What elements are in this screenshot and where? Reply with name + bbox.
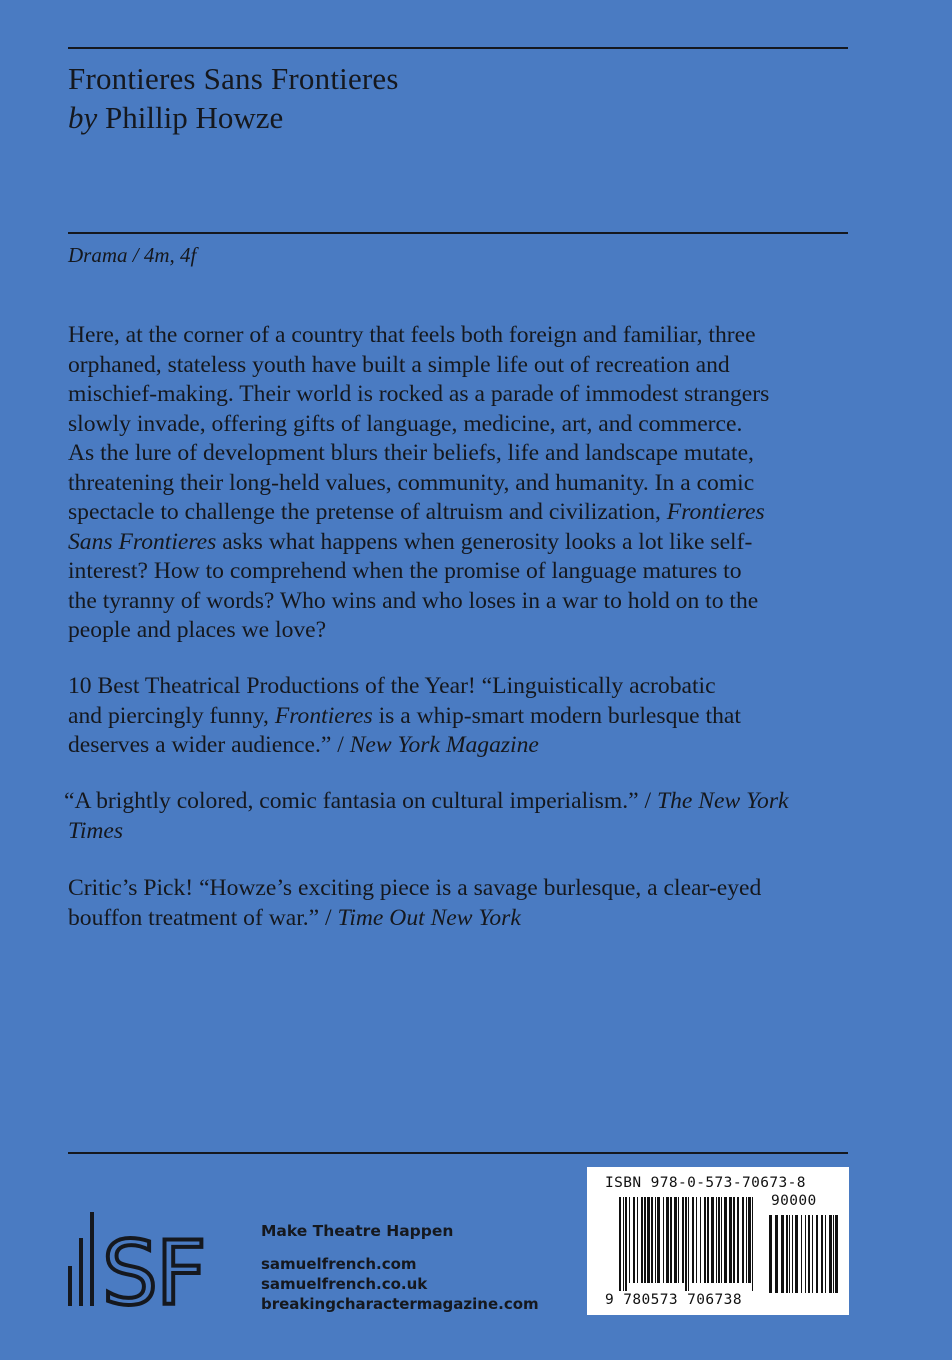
review-line: 10 Best Theatrical Productions of the Year! “Linguistically acrobatic — [68, 673, 716, 699]
barcode-bar — [737, 1197, 739, 1283]
synopsis-line — [68, 380, 868, 410]
barcode-bar — [781, 1215, 784, 1293]
review-line — [68, 702, 868, 732]
barcode-bar — [707, 1197, 709, 1283]
review-time-out — [68, 874, 868, 933]
barcode-bar — [775, 1215, 778, 1293]
review-text: bouffon treatment of war.” / — [68, 904, 338, 931]
synopsis-text: people and places we love? — [68, 617, 327, 643]
synopsis-line — [68, 557, 868, 587]
play-title-italic: Frontieres — [666, 499, 765, 525]
review-text: deserves a wider audience.” / — [68, 732, 350, 758]
barcode-bar — [833, 1215, 834, 1293]
publisher-tagline: Make Theatre Happen — [261, 1222, 454, 1240]
sf-logo-icon — [66, 1208, 220, 1312]
synopsis-line — [68, 439, 868, 469]
barcode-panel — [587, 1167, 849, 1315]
barcode-bar — [801, 1215, 802, 1293]
barcode-bar — [629, 1197, 630, 1283]
barcode-bar — [718, 1197, 720, 1283]
by-label: by — [68, 100, 98, 135]
synopsis-text: orphaned, stateless youth have built a simple life out of recreation and — [68, 351, 730, 378]
barcode-bar — [704, 1197, 706, 1283]
website-link[interactable]: samuelfrench.com — [261, 1255, 417, 1273]
barcode-bar — [670, 1197, 672, 1283]
barcode-bar — [746, 1197, 747, 1283]
synopsis-line — [68, 410, 868, 440]
synopsis-text: As the lure of development blurs their beliefs, life and landscape mutate, — [68, 440, 754, 466]
barcode-bar — [688, 1197, 689, 1291]
barcode-bar — [752, 1197, 753, 1291]
barcode-bar — [647, 1197, 650, 1283]
ean-digits: 9 780573 706738 — [605, 1292, 742, 1308]
barcode-bar — [769, 1215, 772, 1293]
barcode-bar — [729, 1197, 732, 1283]
isbn-text: ISBN 978-0-573-70673-8 — [605, 1175, 806, 1191]
barcode-bar — [711, 1197, 714, 1283]
play-title-italic: Sans Frontieres — [68, 528, 217, 555]
synopsis-line — [68, 469, 868, 499]
barcode-bar — [655, 1197, 656, 1283]
barcode-bar — [724, 1197, 727, 1283]
barcode-bar — [812, 1215, 813, 1293]
review-new-york-times — [64, 787, 864, 846]
barcode-bar — [742, 1197, 744, 1283]
barcode-bar — [663, 1197, 664, 1283]
barcode-bar — [835, 1215, 838, 1293]
review-text: is a whip-smart modern burlesque that — [372, 702, 741, 729]
barcode-bar — [721, 1197, 722, 1283]
barcode-bar — [700, 1197, 701, 1283]
barcode-bar — [657, 1197, 660, 1283]
play-title-italic: Frontieres — [274, 702, 373, 729]
barcode-bar — [633, 1197, 635, 1283]
synopsis-line — [68, 321, 868, 351]
barcode-bar — [716, 1197, 717, 1283]
review-new-york-magazine — [68, 672, 868, 761]
synopsis-text: spectacle to challenge the pretense of altruism and civilization, — [68, 499, 667, 525]
barcode-bar — [641, 1197, 643, 1283]
barcode-bar — [789, 1215, 790, 1293]
website-link[interactable]: samuelfrench.co.uk — [261, 1275, 428, 1293]
author-line — [68, 98, 848, 138]
addon-code: 90000 — [771, 1193, 817, 1209]
middle-rule — [68, 232, 848, 234]
synopsis-line — [68, 351, 868, 381]
review-line — [64, 787, 864, 817]
review-text: “A brightly colored, comic fantasia on cultural imperialism.” / — [64, 788, 657, 814]
synopsis-line — [68, 528, 868, 558]
review-line — [68, 904, 868, 934]
book-title: Frontieres Sans Frontieres — [68, 61, 399, 96]
review-line — [64, 817, 864, 847]
barcode-bar — [829, 1215, 832, 1293]
barcode-bar — [685, 1197, 687, 1291]
barcode-bar — [678, 1197, 679, 1283]
barcode-bar — [816, 1215, 818, 1293]
publisher-info — [261, 1218, 539, 1314]
barcode-bar — [674, 1197, 677, 1283]
barcode-bar — [623, 1197, 624, 1291]
synopsis-text: mischief-making. Their world is rocked as a parade of immodest strangers — [68, 381, 770, 407]
barcode-bar — [619, 1197, 621, 1291]
barcode-bar — [748, 1197, 751, 1283]
barcode-bar — [795, 1215, 798, 1293]
review-line: Critic’s Pick! “Howze’s exciting piece is a savage burlesque, a clear-eyed — [68, 875, 762, 901]
synopsis-text: Here, at the corner of a country that feels both foreign and familiar, three — [68, 322, 756, 348]
logo-text: SF — [102, 1222, 205, 1312]
barcode-bar — [666, 1197, 669, 1283]
synopsis-text: threatening their long-held values, community, and humanity. In a comic — [68, 469, 755, 496]
barcode-bar — [682, 1197, 684, 1283]
barcode-bar — [696, 1197, 697, 1283]
barcode-bar — [625, 1197, 627, 1291]
review-line — [68, 731, 868, 761]
genre-cast: Drama / 4m, 4f — [68, 243, 197, 267]
synopsis-text: interest? How to comprehend when the promise of language matures to — [68, 558, 742, 584]
barcode-bar — [792, 1215, 793, 1293]
review-source: Times — [68, 817, 124, 844]
barcode-bar — [805, 1215, 806, 1293]
review-text: and piercingly funny, — [68, 702, 275, 729]
synopsis-line — [68, 498, 868, 528]
website-link[interactable]: breakingcharactermagazine.com — [261, 1295, 539, 1313]
synopsis-text: slowly invade, offering gifts of language, medicine, art, and commerce. — [68, 410, 743, 437]
top-rule — [68, 47, 848, 49]
barcode-bar — [644, 1197, 646, 1283]
synopsis-line — [68, 616, 868, 646]
barcode-bar — [637, 1197, 638, 1283]
barcode-bar — [692, 1197, 694, 1283]
barcode-bar — [821, 1215, 823, 1293]
title-block — [68, 60, 848, 138]
barcode-bar — [825, 1215, 826, 1293]
synopsis — [68, 321, 868, 646]
barcode-bar — [651, 1197, 653, 1283]
synopsis-text: the tyranny of words? Who wins and who loses in a war to hold on to the — [68, 587, 759, 614]
author-name: Phillip Howze — [105, 100, 284, 135]
barcode-bar — [733, 1197, 735, 1283]
barcode-bar — [786, 1215, 788, 1293]
bottom-rule — [68, 1152, 848, 1154]
synopsis-text: asks what happens when generosity looks a lot like self- — [216, 528, 753, 555]
review-source: Time Out New York — [337, 904, 521, 931]
review-source: The New York — [656, 788, 789, 814]
synopsis-line — [68, 587, 868, 617]
barcode-bar — [808, 1215, 810, 1293]
review-source: New York Magazine — [349, 732, 539, 758]
